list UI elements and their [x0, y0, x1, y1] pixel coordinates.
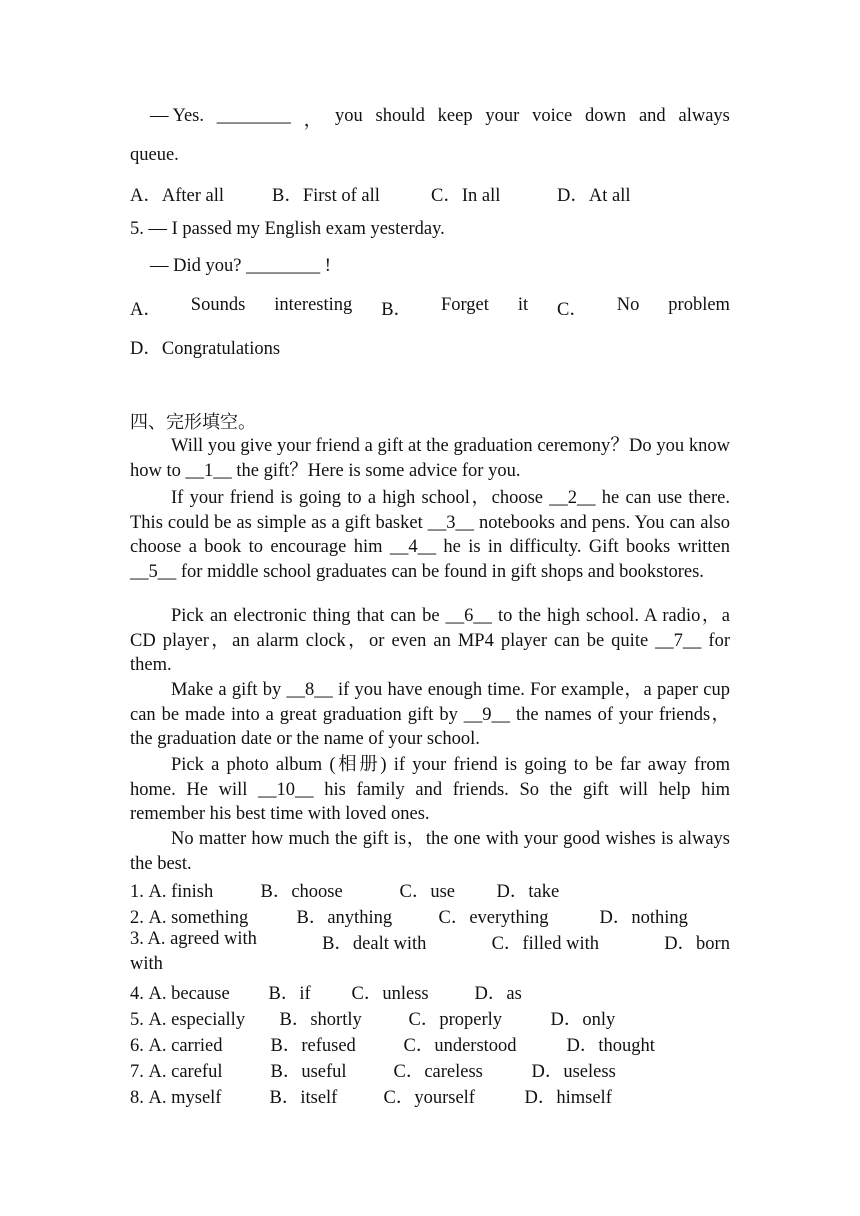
cloze-question-6 [130, 1031, 655, 1057]
q4-word: always [678, 106, 730, 126]
q4-word: — Yes. [150, 106, 204, 126]
question-number: 8. [130, 1088, 144, 1108]
q4-word: keep [437, 106, 473, 126]
cloze-question-8 [130, 1083, 612, 1109]
q4-option-a: A．After all [130, 186, 225, 206]
option-d: D．take [496, 882, 560, 902]
option-a: A. something [148, 908, 249, 928]
option-c: C．everything [438, 908, 549, 928]
q4-reply-line-2: queue. [130, 145, 179, 165]
option-a: A. especially [148, 1010, 246, 1030]
option-d: D．himself [524, 1088, 612, 1108]
cloze-question-1 [130, 877, 559, 903]
question-number: 2. [130, 908, 144, 928]
option-d: D．born [664, 934, 730, 954]
option-b: B．shortly [279, 1010, 362, 1030]
q5-option-word: it [517, 295, 529, 315]
question-number: 7. [130, 1062, 144, 1082]
option-a: A. agreed with [147, 929, 257, 949]
option-a: A. finish [148, 882, 214, 902]
q4-word: down [585, 106, 627, 126]
option-b: B．dealt with [322, 934, 427, 954]
option-b: B．if [268, 984, 311, 1004]
q4-word: should [375, 106, 425, 126]
q4-option-c: C．In all [431, 186, 501, 206]
option-d: D．nothing [599, 908, 688, 928]
option-d: D．only [550, 1010, 616, 1030]
option-a: A. myself [148, 1088, 222, 1108]
q4-options [130, 181, 630, 207]
section-heading: 四、完形填空。 [130, 412, 256, 433]
q5-options-line [130, 295, 730, 321]
question-number: 3. [130, 929, 144, 949]
q5-reply: — Did you? ________ ! [150, 256, 331, 276]
question-number-and-option-a [130, 929, 257, 955]
q4-option-d: D．At all [557, 186, 631, 206]
option-c: C．understood [403, 1036, 517, 1056]
q4-word: you [334, 106, 363, 126]
passage-paragraph-3: Pick an electronic thing that can be __6__ to the high school. A radio，a CD player，an alarm clock，or even an MP4 player can be quite __7__ for them. [130, 606, 730, 675]
cloze-question-2 [130, 903, 688, 929]
q4-reply-line [150, 106, 730, 132]
question-number: 5. [130, 1010, 144, 1030]
option-c: C．use [399, 882, 456, 902]
q5-option-word: interesting [274, 295, 353, 315]
q5-option-word: problem [668, 295, 730, 315]
cloze-question-7 [130, 1057, 616, 1083]
option-b: B．anything [296, 908, 393, 928]
option-d: D．thought [566, 1036, 655, 1056]
q4-option-b: B．First of all [272, 186, 380, 206]
option-c: C．yourself [383, 1088, 475, 1108]
option-d-continued: with [130, 954, 163, 974]
option-c: C．properly [408, 1010, 503, 1030]
option-d: D．as [474, 984, 522, 1004]
question-number: 6. [130, 1036, 144, 1056]
q5-option-a-letter: A． [130, 300, 162, 320]
cloze-question-4 [130, 979, 522, 1005]
option-a: A. carried [148, 1036, 223, 1056]
option-b: B．choose [260, 882, 343, 902]
option-c: C．careless [393, 1062, 483, 1082]
option-b: B．useful [270, 1062, 347, 1082]
passage-paragraph-4: Make a gift by __8__ if you have enough time. For example，a paper cup can be made into a great graduation gift by __9__ the names of your friends，the graduation date or the name of your school. [130, 680, 730, 749]
q5-option-c-letter: C． [557, 300, 588, 320]
option-a: A. because [148, 984, 230, 1004]
option-d: D．useless [531, 1062, 616, 1082]
cloze-question-5 [130, 1005, 615, 1031]
passage-paragraph-6: No matter how much the gift is，the one with your good wishes is always the best. [130, 829, 730, 874]
q5-option-word: Sounds [190, 295, 246, 315]
q5-stem: 5. — I passed my English exam yesterday. [130, 219, 445, 239]
q4-word: voice [532, 106, 573, 126]
cloze-question-3 [130, 929, 730, 955]
q4-blank: ________ [216, 106, 291, 126]
q4-word: your [485, 106, 520, 126]
question-number: 4. [130, 984, 144, 1004]
question-number: 1. [130, 882, 144, 902]
passage-paragraph-5: Pick a photo album (相册) if your friend is going to be far away from home. He will __10__ his family and friends. So the gift will help him remember his best time with loved ones. [130, 755, 730, 824]
q5-option-b-letter: B． [381, 300, 413, 320]
passage-paragraph-2: If your friend is going to a high school，choose __2__ he can use there. This could be as simple as a gift basket __3__ notebooks and pens. You can also choose a book to encourage him __4__ he is in difficulty. Gift books written __5__ for middle school graduates can be found in gift shops and bookstores. [130, 488, 730, 582]
option-c: C．unless [351, 984, 429, 1004]
q5-option-word: No [616, 295, 640, 315]
option-c: C．filled with [491, 934, 599, 954]
q5-option-word: Forget [440, 295, 489, 315]
passage-paragraph-1: Will you give your friend a gift at the graduation ceremony？Do you know how to __1__ the gift？Here is some advice for you. [130, 436, 730, 481]
option-b: B．refused [270, 1036, 356, 1056]
option-b: B．itself [269, 1088, 338, 1108]
q5-option-d: D．Congratulations [130, 339, 281, 359]
q4-word: ， [303, 111, 323, 131]
option-a: A. careful [148, 1062, 223, 1082]
q4-word: and [638, 106, 666, 126]
